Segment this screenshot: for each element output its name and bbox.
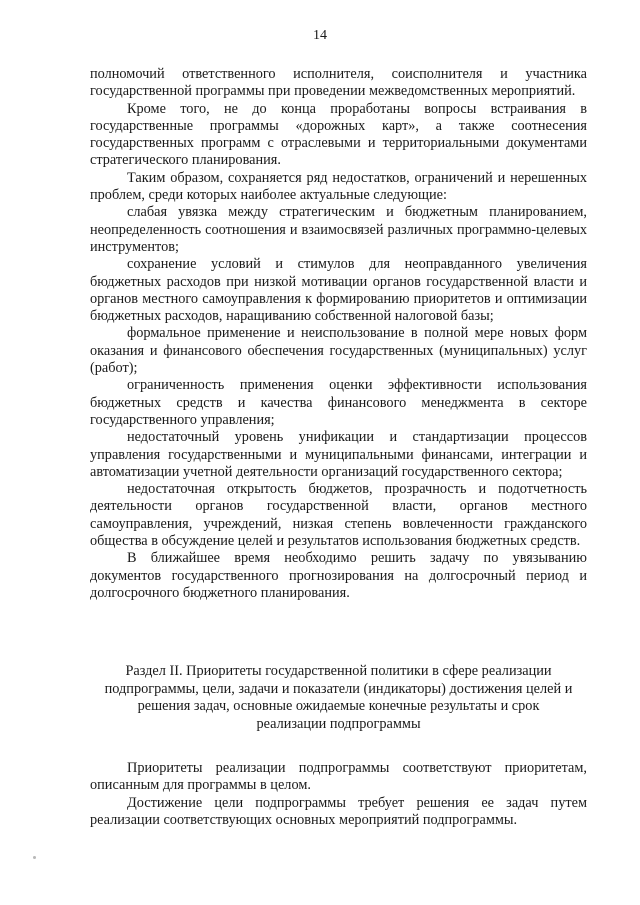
paragraph-responsibilities: полномочий ответственного исполнителя, соисполнителя и участника государственной программы при проведении межведомственных мероприятий. — [90, 66, 587, 100]
scan-artifact — [33, 856, 36, 859]
paragraph-roadmaps: Кроме того, не до конца проработаны вопросы встраивания в государственные программы «дорожных карт», а также соотнесения государственных программ с отраслевыми и территориальными документами стратегического планирования. — [90, 100, 587, 169]
list-item-unification: недостаточный уровень унификации и стандартизации процессов управления государственными и муниципальными финансами, интеграции и автоматизации учетной деятельности организаций государственного сектора; — [90, 429, 587, 480]
page-number: 14 — [313, 28, 327, 43]
list-item-limited-evaluation: ограниченность применения оценки эффективности использования бюджетных средств и качества финансового менеджмента в секторе государственного управления; — [90, 377, 587, 428]
paragraph-priorities: Приоритеты реализации подпрограммы соответствуют приоритетам, описанным для программы в целом. — [90, 760, 587, 794]
paragraph-shortcomings-intro: Таким образом, сохраняется ряд недостатков, ограничений и нерешенных проблем, среди которых наиболее актуальные следующие: — [90, 169, 587, 204]
list-item-formal-application: формальное применение и неиспользование в полной мере новых форм оказания и финансового обеспечения государственных (муниципальных) услуг (работ); — [90, 325, 587, 377]
list-item-transparency: недостаточная открытость бюджетов, прозрачность и подотчетность деятельности органов государственной власти, органов местного самоуправления, учреждений, низкая степень вовлеченности гражданского общества в обсуждение целей и результатов использования бюджетных средств. — [90, 481, 587, 550]
paragraph-goal-achievement: Достижение цели подпрограммы требует решения ее задач путем реализации соответствующих основных мероприятий подпрограммы. — [90, 794, 587, 828]
paragraph-near-term-task: В ближайшее время необходимо решить задачу по увязыванию документов государственного прогнозирования на долгосрочный период и долгосрочного бюджетного планирования. — [90, 550, 587, 601]
list-item-expense-incentives: сохранение условий и стимулов для неоправданного увеличения бюджетных расходов при низкой мотивации органов государственной власти и органов местного самоуправления к формированию приоритетов и оптимизации бюджетных расходов, наращиванию собственной налоговой базы; — [90, 256, 587, 325]
section-heading-line: подпрограммы, цели, задачи и показатели (индикаторы) достижения целей и — [104, 680, 573, 697]
list-item-weak-linkage: слабая увязка между стратегическим и бюджетным планированием, неопределенность соотношения и взаимосвязей различных программно-целевых инструментов; — [90, 204, 587, 255]
section-heading-line: решения задач, основные ожидаемые конечные результаты и срок — [137, 698, 540, 714]
body-text-top — [90, 66, 587, 602]
body-text-bottom — [90, 760, 587, 829]
section-heading — [90, 663, 587, 733]
section-heading-line: реализации подпрограммы — [256, 715, 421, 732]
section-heading-line: Раздел II. Приоритеты государственной политики в сфере реализации — [125, 663, 552, 679]
